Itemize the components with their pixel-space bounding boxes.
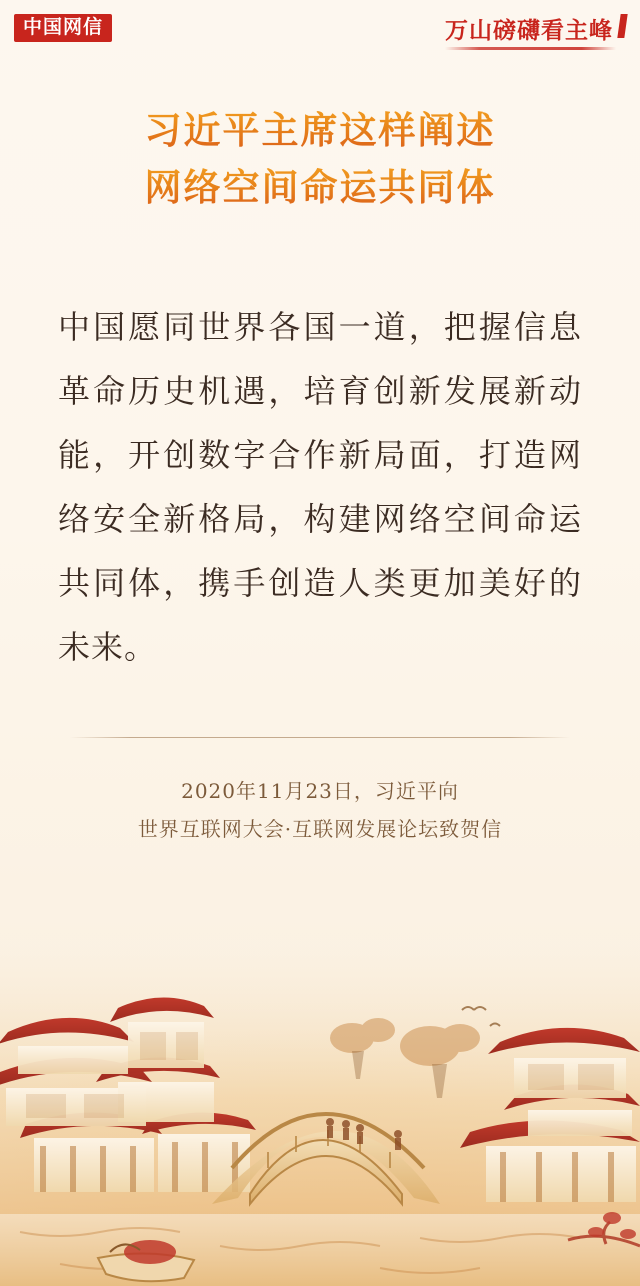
campaign-peak-icon [617, 14, 627, 38]
quote-body: 中国愿同世界各国一道，把握信息革命历史机遇，培育创新发展新动能，开创数字合作新局面，打造网络安全新格局，构建网络空间命运共同体，携手创造人类更加美好的未来。 [58, 307, 582, 666]
top-bar [0, 0, 640, 56]
source-attribution [0, 772, 640, 848]
divider [70, 737, 570, 738]
page-title-line-1: 习近平主席这样阐述 [0, 102, 640, 159]
campaign-title [445, 12, 626, 45]
source-line-2: 世界互联网大会·互联网发展论坛致贺信 [137, 816, 503, 841]
campaign-title-text: 万山磅礴看主峰 [445, 16, 613, 44]
page-title [0, 102, 640, 217]
source-line-1: 2020年11月23日，习近平向 [181, 778, 459, 803]
watercolor-jiangnan-town-bridge-icon [0, 946, 640, 1286]
brand-logo: 中国网信 [14, 14, 112, 42]
page-title-line-2: 网络空间命运共同体 [0, 159, 640, 216]
